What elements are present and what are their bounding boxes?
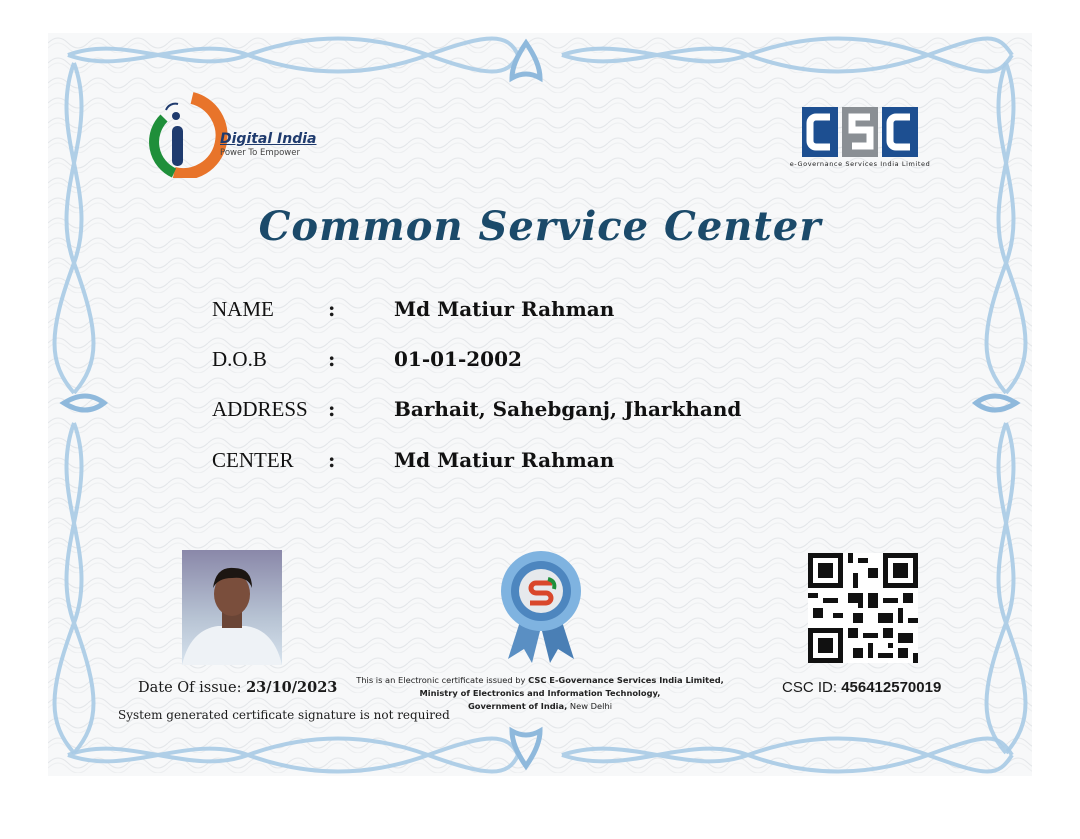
field-label: D.O.B — [212, 347, 267, 371]
csc-id-label: CSC ID: — [782, 679, 842, 696]
field-label: ADDRESS — [212, 397, 308, 421]
field-colon: : — [328, 448, 336, 472]
field-dob — [212, 347, 912, 377]
issue-date: 23/10/2023 — [246, 679, 338, 696]
field-value: 01-01-2002 — [394, 347, 522, 371]
certificate-title: Common Service Center — [258, 203, 822, 250]
field-value: Md Matiur Rahman — [394, 448, 615, 472]
electronic-govt: Government of India, — [467, 701, 568, 711]
holder-photo — [182, 550, 282, 665]
csc-tagline: e-Governance Services India Limited — [789, 160, 931, 168]
electronic-city: New Delhi — [567, 701, 613, 711]
issue-label: Date Of issue: — [138, 680, 247, 696]
field-value: Barhait, Sahebganj, Jharkhand — [394, 397, 742, 421]
certificate — [48, 33, 1032, 776]
field-address — [212, 397, 912, 427]
digital-india-name: Digital India — [220, 131, 317, 147]
field-label: CENTER — [212, 448, 294, 472]
csc-id-line — [782, 679, 941, 696]
field-label: NAME — [212, 297, 274, 321]
field-value: Md Matiur Rahman — [394, 297, 615, 321]
field-center — [212, 448, 912, 478]
electronic-prefix: This is an Electronic certificate issued by — [356, 675, 529, 685]
field-name — [212, 297, 912, 327]
qr-code — [808, 553, 918, 663]
electronic-ministry: Ministry of Electronics and Information Technology, — [419, 688, 661, 698]
csc-logo — [802, 103, 918, 161]
csc-id-value: 456412570019 — [841, 679, 942, 696]
field-colon: : — [328, 397, 336, 421]
electronic-certificate-note — [340, 674, 740, 713]
digital-india-tagline: Power To Empower — [220, 148, 300, 158]
field-colon: : — [328, 347, 336, 371]
electronic-issuer: CSC E-Governance Services India Limited, — [528, 675, 724, 685]
issue-date-line — [138, 679, 337, 696]
field-colon: : — [328, 297, 336, 321]
award-badge-icon — [496, 549, 586, 664]
signature-note: System generated certificate signature is not required — [118, 708, 450, 722]
